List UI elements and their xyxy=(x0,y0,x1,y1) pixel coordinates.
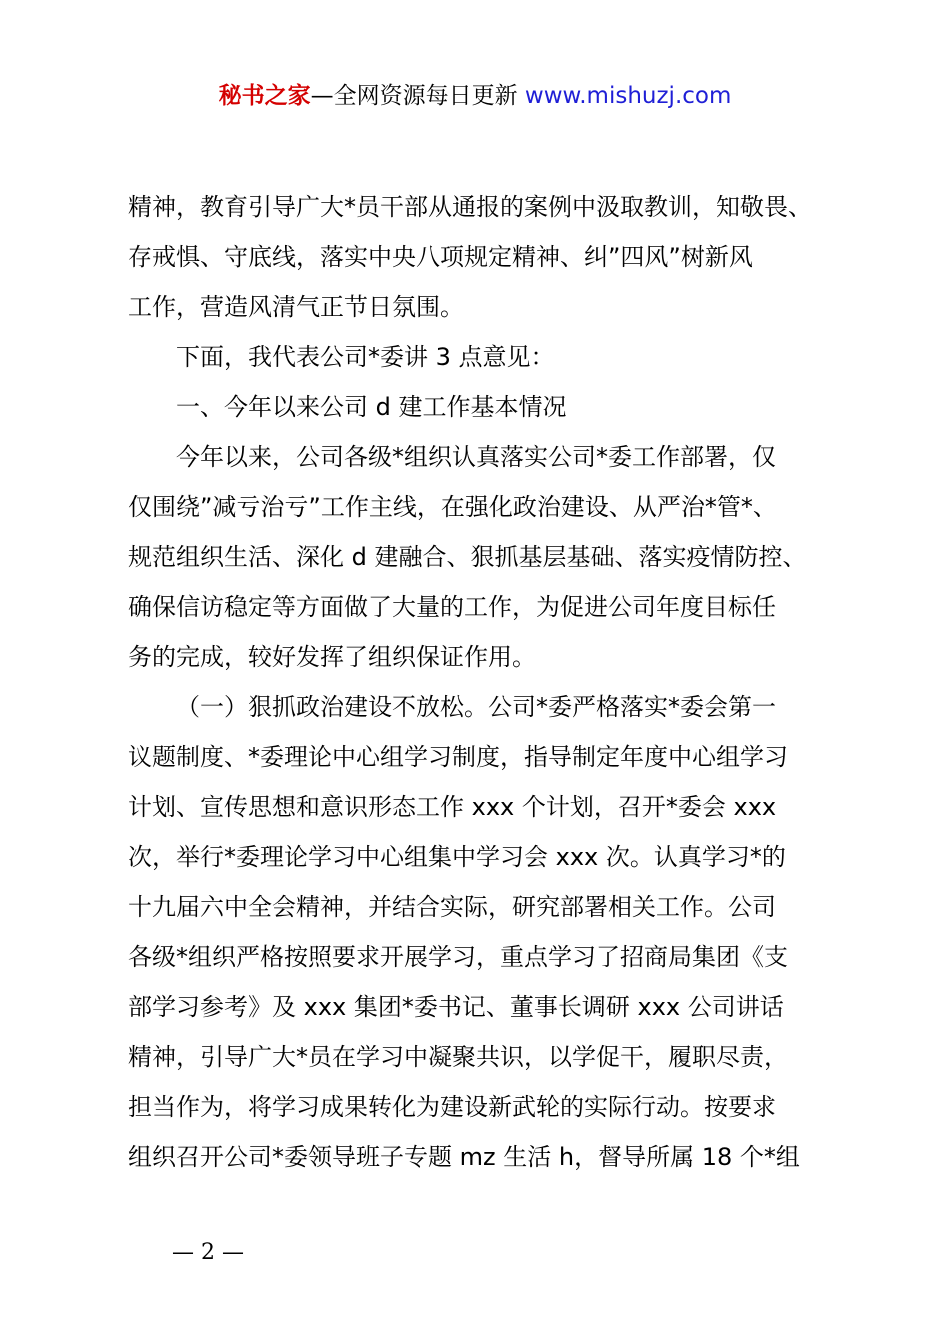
text-line: 计划、宣传思想和意识形态工作 xxx 个计划，召开*委会 xxx xyxy=(128,793,777,821)
text-line: 精神，教育引导广大*员干部从通报的案例中汲取教训，知敬畏、 xyxy=(128,193,812,221)
text-line: 次，举行*委理论学习中心组集中学习会 xxx 次。认真学习*的 xyxy=(128,843,786,871)
site-tagline: —全网资源每日更新 xyxy=(310,83,518,109)
text-line: 议题制度、*委理论中心组学习制度，指导制定年度中心组学习 xyxy=(128,743,788,771)
text-line: 工作，营造风清气正节日氛围。 xyxy=(128,293,464,321)
text-line: 部学习参考》及 xxx 集团*委书记、董事长调研 xxx 公司讲话 xyxy=(128,993,784,1021)
text-line: 仅围绕”减亏治亏”工作主线，在强化政治建设、从严治*管*、 xyxy=(128,493,777,521)
subsection-heading: （一）狠抓政治建设不放松。公司*委严格落实*委会第一 xyxy=(176,693,776,721)
text-line: 十九届六中全会精神，并结合实际，研究部署相关工作。公司 xyxy=(128,893,776,921)
text-line: 务的完成，较好发挥了组织保证作用。 xyxy=(128,643,536,671)
text-line: 下面，我代表公司*委讲 3 点意见： xyxy=(176,343,555,371)
text-line: 组织召开公司*委领导班子专题 mz 生活 h，督导所属 18 个*组 xyxy=(128,1143,800,1171)
text-line: 担当作为，将学习成果转化为建设新武轮的实际行动。按要求 xyxy=(128,1093,776,1121)
text-line: 确保信访稳定等方面做了大量的工作，为促进公司年度目标任 xyxy=(128,593,776,621)
site-url[interactable]: www.mishuzj.com xyxy=(524,83,732,109)
text-line: 各级*组织严格按照要求开展学习，重点学习了招商局集团《支 xyxy=(128,943,788,971)
document-body xyxy=(128,182,844,1182)
text-line: 精神，引导广大*员在学习中凝聚共识，以学促干，履职尽责， xyxy=(128,1043,788,1071)
text-line: 规范组织生活、深化 d 建融合、狠抓基层基础、落实疫情防控、 xyxy=(128,543,807,571)
page-number: — 2 — xyxy=(172,1240,244,1265)
site-header xyxy=(0,80,950,112)
text-line: 存戒惧、守底线，落实中央八项规定精神、纠”四风”树新风 xyxy=(128,243,753,271)
section-heading: 一、今年以来公司 d 建工作基本情况 xyxy=(176,393,567,421)
site-brand: 秘书之家 xyxy=(218,83,311,109)
text-line: 今年以来，公司各级*组织认真落实公司*委工作部署，仅 xyxy=(176,443,776,471)
